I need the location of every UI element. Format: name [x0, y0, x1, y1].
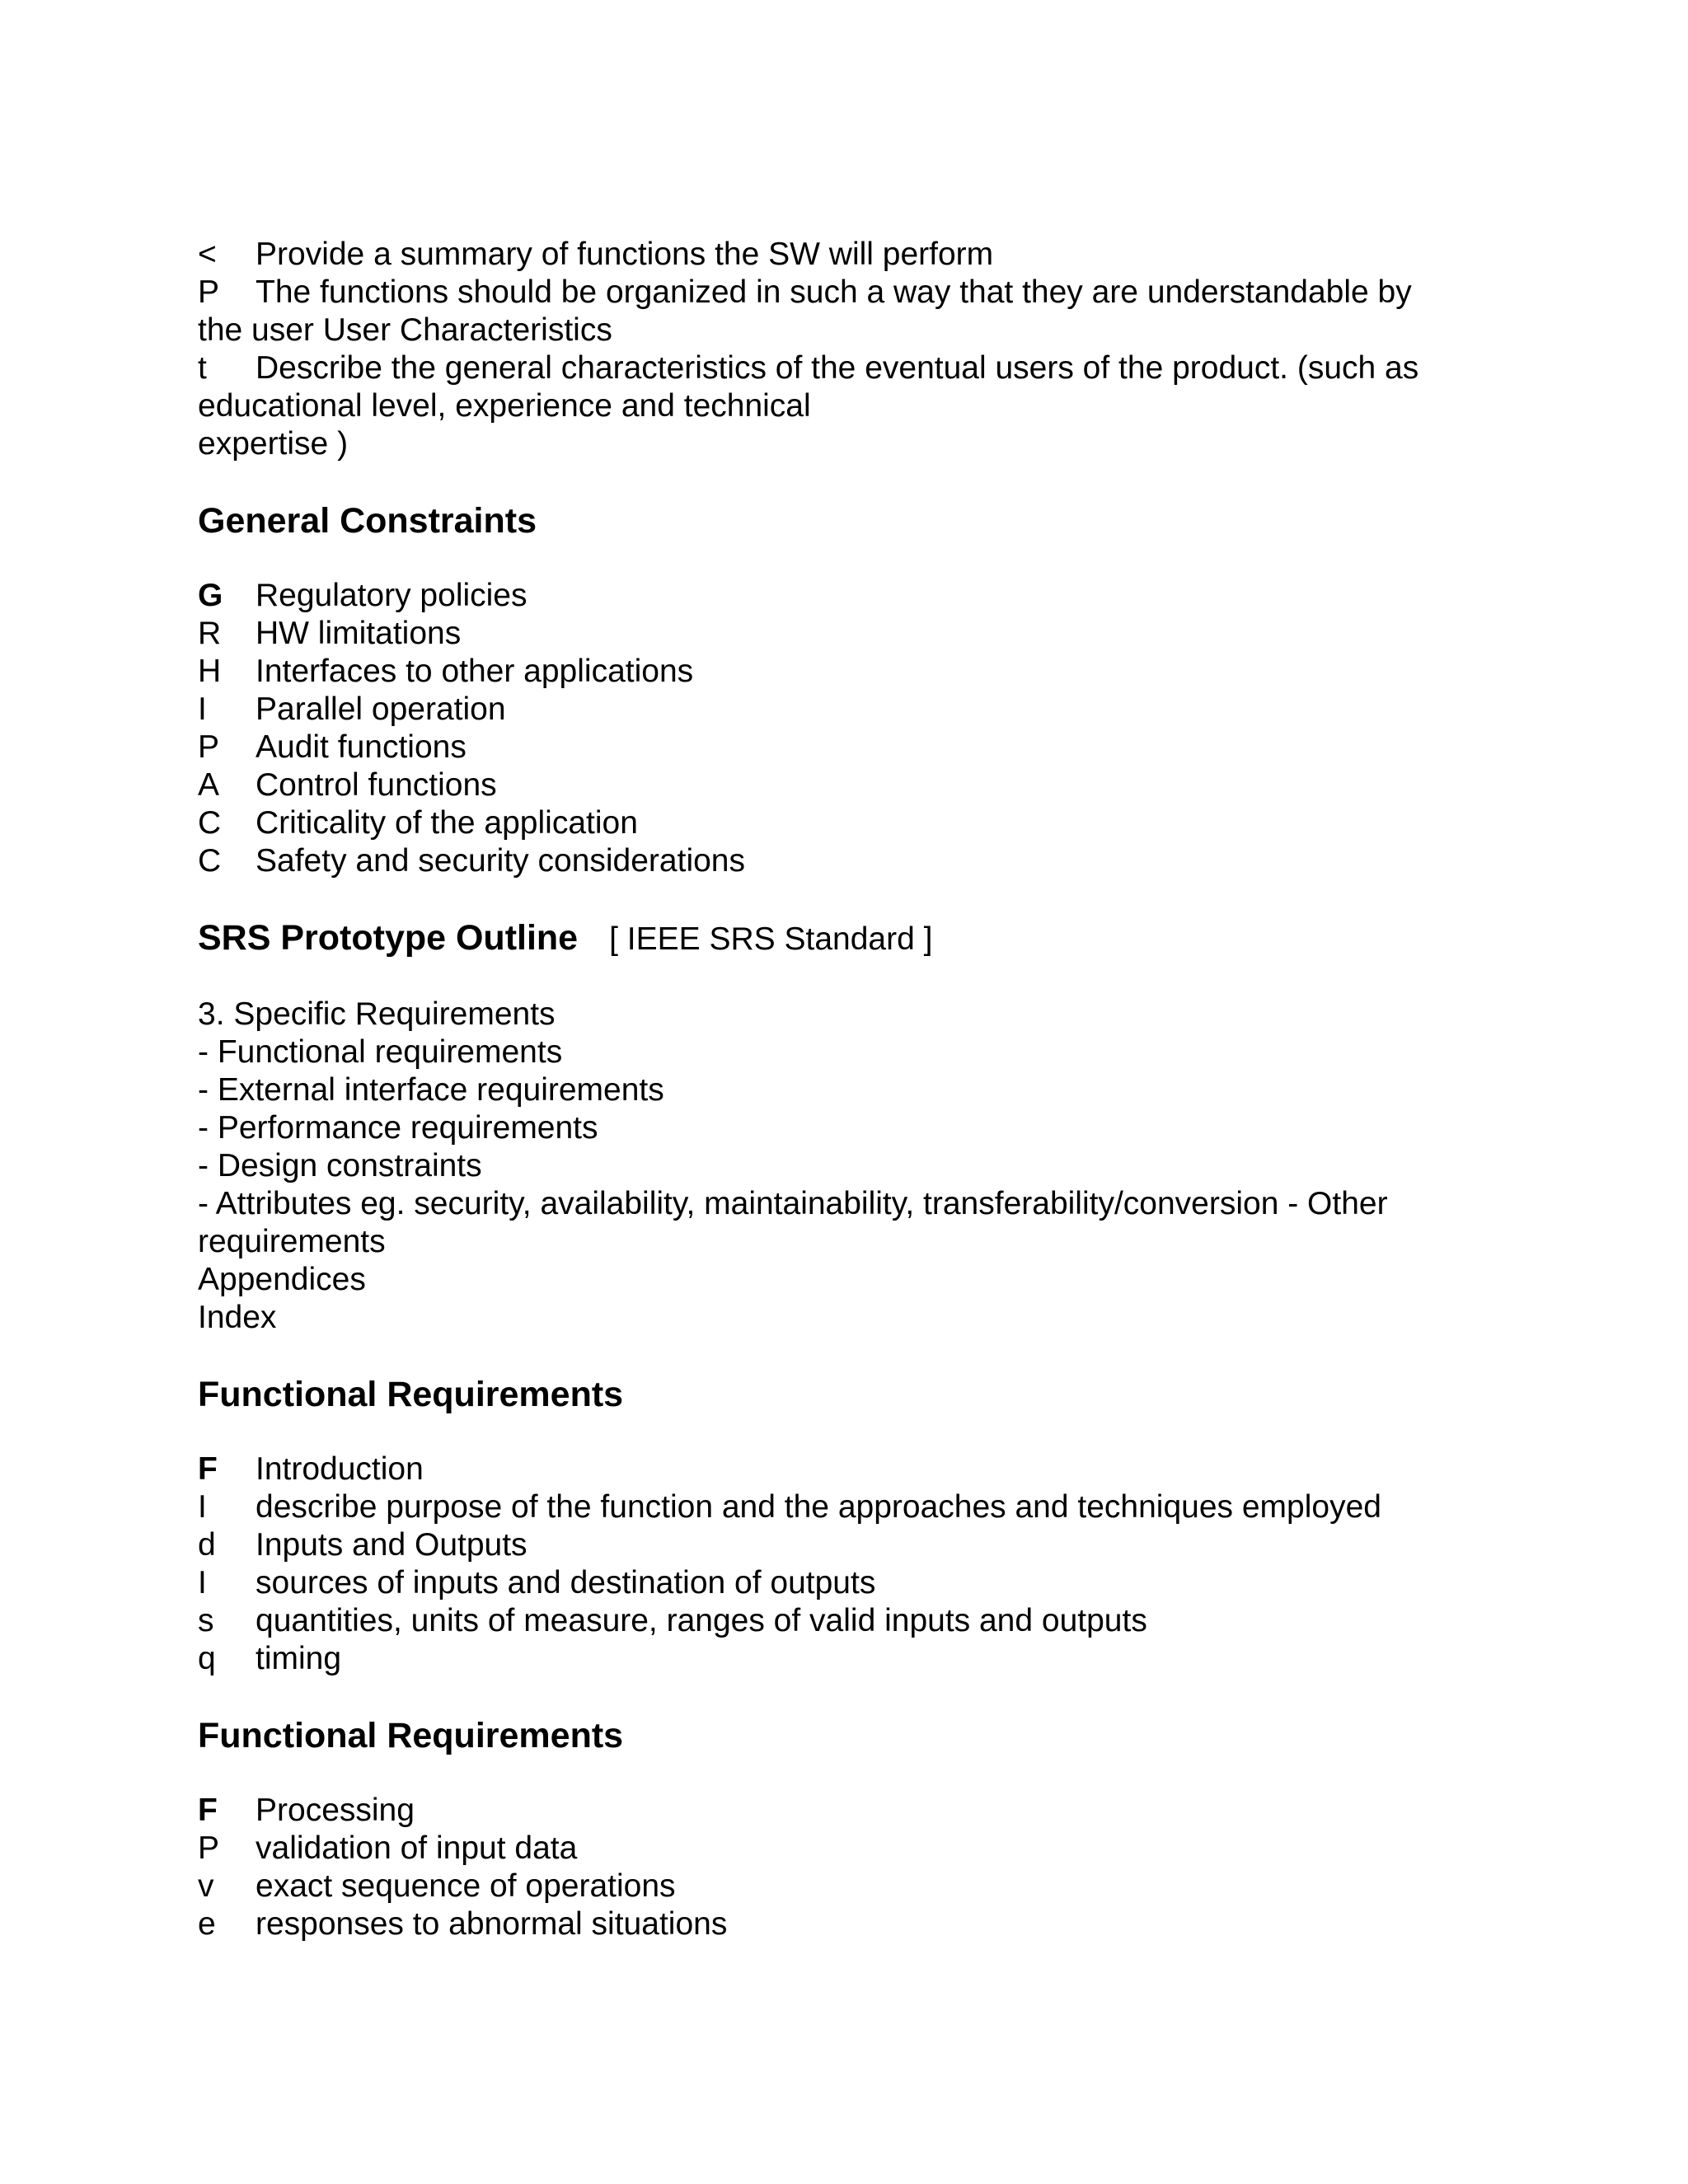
outline-line: requirements	[198, 1224, 386, 1259]
section-heading-functional-requirements-processing: Functional Requirements	[198, 1716, 624, 1755]
outline-line: - Attributes eg. security, availability, maintainability, transferability/conversion - Other	[198, 1186, 1388, 1221]
list-item	[198, 691, 1484, 729]
list-text: Safety and security considerations	[256, 843, 745, 879]
list-item	[198, 577, 1484, 615]
list-text: Audit functions	[256, 729, 467, 765]
list-item	[198, 1564, 1484, 1602]
list-text: Inputs and Outputs	[256, 1527, 528, 1563]
functional-requirements-processing-list	[198, 1792, 1484, 1943]
list-marker: A	[198, 767, 220, 803]
list-marker: G	[198, 578, 223, 613]
list-marker: d	[198, 1527, 216, 1563]
list-text: quantities, units of measure, ranges of valid inputs and outputs	[256, 1603, 1147, 1638]
srs-outline-subtitle: [ IEEE SRS Standard ]	[609, 921, 933, 957]
list-item	[198, 236, 1484, 274]
list-item	[198, 1488, 1484, 1526]
list-marker: P	[198, 274, 220, 310]
list-text: Interfaces to other applications	[256, 654, 694, 689]
list-text-continued: expertise )	[198, 426, 349, 462]
list-marker: s	[198, 1603, 214, 1638]
list-marker: v	[198, 1868, 214, 1904]
list-marker: t	[198, 350, 207, 386]
srs-outline-title: SRS Prototype Outline	[198, 918, 579, 958]
list-item	[198, 842, 1484, 880]
srs-outline-list	[198, 996, 1484, 1337]
outline-line: - Functional requirements	[198, 1034, 563, 1070]
list-item	[198, 1451, 1484, 1488]
section-heading-general-constraints: General Constraints	[198, 501, 537, 541]
list-text: HW limitations	[256, 616, 462, 651]
intro-section	[198, 236, 1484, 463]
list-text: Control functions	[256, 767, 497, 803]
list-marker: e	[198, 1906, 216, 1942]
list-text-continued: the user User Characteristics	[198, 312, 612, 348]
list-item	[198, 1830, 1484, 1868]
list-marker: I	[198, 1565, 207, 1601]
list-item	[198, 766, 1484, 804]
outline-line: 3. Specific Requirements	[198, 996, 556, 1032]
list-text: Processing	[256, 1793, 415, 1828]
list-item	[198, 615, 1484, 653]
list-marker: C	[198, 843, 222, 879]
list-text: The functions should be organized in such a way that they are understandable by	[256, 274, 1412, 310]
outline-line: - Performance requirements	[198, 1110, 598, 1146]
list-item	[198, 274, 1484, 312]
list-marker: H	[198, 654, 222, 689]
list-item	[198, 1640, 1484, 1678]
list-text-continued: educational level, experience and technical	[198, 388, 811, 424]
section-heading-srs-outline	[198, 916, 1484, 961]
list-text: Parallel operation	[256, 691, 506, 727]
list-item	[198, 1905, 1484, 1943]
list-marker: <	[198, 237, 217, 272]
list-text: sources of inputs and destination of outputs	[256, 1565, 876, 1601]
list-item	[198, 349, 1484, 387]
list-marker: q	[198, 1641, 216, 1676]
list-marker: I	[198, 691, 207, 727]
document-page	[198, 236, 1484, 1943]
list-text: Describe the general characteristics of the eventual users of the product. (such as	[256, 350, 1419, 386]
functional-requirements-list	[198, 1451, 1484, 1678]
section-heading-functional-requirements: Functional Requirements	[198, 1375, 624, 1414]
list-item	[198, 653, 1484, 691]
list-item	[198, 1868, 1484, 1905]
list-text: Criticality of the application	[256, 805, 638, 841]
list-item	[198, 804, 1484, 842]
list-item	[198, 729, 1484, 766]
general-constraints-list	[198, 577, 1484, 880]
list-text: timing	[256, 1641, 342, 1676]
list-marker: C	[198, 805, 222, 841]
list-text: Introduction	[256, 1451, 424, 1487]
list-marker: F	[198, 1793, 218, 1828]
list-text: exact sequence of operations	[256, 1868, 676, 1904]
list-item	[198, 1792, 1484, 1830]
list-text: responses to abnormal situations	[256, 1906, 728, 1942]
list-item	[198, 1602, 1484, 1640]
list-text: Regulatory policies	[256, 578, 528, 613]
list-marker: R	[198, 616, 222, 651]
outline-line: Appendices	[198, 1262, 366, 1297]
list-text: describe purpose of the function and the approaches and techniques employed	[256, 1489, 1381, 1525]
outline-line: - Design constraints	[198, 1148, 482, 1183]
list-text: Provide a summary of functions the SW will perform	[256, 237, 994, 272]
list-marker: I	[198, 1489, 207, 1525]
outline-line: - External interface requirements	[198, 1072, 664, 1108]
list-text: validation of input data	[256, 1830, 578, 1866]
list-marker: F	[198, 1451, 218, 1487]
list-marker: P	[198, 729, 220, 765]
list-item	[198, 1526, 1484, 1564]
list-marker: P	[198, 1830, 220, 1866]
outline-line: Index	[198, 1300, 277, 1335]
